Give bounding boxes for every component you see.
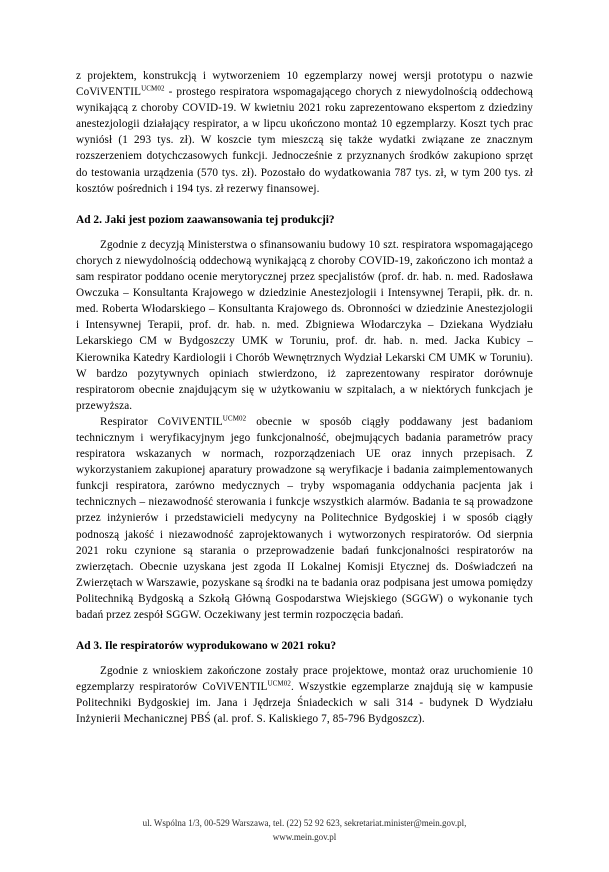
heading-ad2: Ad 2. Jaki jest poziom zaawansowania tej produkcji?: [76, 213, 335, 226]
paragraph-ad2-1: Zgodnie z decyzją Ministerstwa o sfinansowaniu budowy 10 szt. respiratora wspomagającego chorych z niewydolnością oddechową wynikającą z choroby COVID-19, zakończono ich montaż a sam respirator poddano ocenie merytorycznej przez specjalistów (prof. dr. hab. n. med. Radosława Owczuka – Konsultanta Krajowego w dziedzinie Anestezjologii i Intensywnej Terapii, płk. dr. n. med. Roberta Włodarskiego – Konsultanta Krajowego ds. Obronności w dziedzinie Anestezjologii i Intensywnej Terapii, prof. dr. hab. n. med. Zbigniewa Włodarczyka – Dziekana Wydziału Lekarskiego CM w Bydgoszczy UMK w Toruniu, prof. dr. hab. n. med. Jacka Kubicy – Kierownika Katedry Kardiologii i Chorób Wewnętrznych Wydział Lekarski CM UMK w Toruniu). W bardzo pozytywnych opiniach stwierdzono, iż zaprezentowany respirator dorównuje respiratorom obecnie znajdującym się w użytkowaniu w szpitalach, a w niektórych funkcjach je przewyższa.: [76, 238, 533, 412]
paragraph-ad3-1: Zgodnie z wnioskiem zakończone zostały prace projektowe, montaż oraz uruchomienie 10 egzemplarzy respiratorów CoViVENTIL$^{UCM02}$. Wszystkie egzemplarze znajdują się w kampusie Politechniki Bydgoskiej im. Jana i Jędrzeja Śniadeckich w sali 314 - budynek D Wydziału Inżynierii Mechanicznej PBŚ (al. prof. S. Kaliskiego 7, 85-796 Bydgoszcz).: [76, 665, 533, 726]
superscript-label: UCM02: [267, 679, 291, 688]
page-footer: [0, 817, 609, 844]
superscript-label: UCM02: [141, 84, 165, 93]
paragraph-ad2-2: Respirator CoViVENTIL$^{UCM02}$ obecnie w sposób ciągły poddawany jest badaniom technicznym i weryfikacyjnym jego funkcjonalność, obejmujących badania parametrów pracy respiratora wskazanych w normach, rozporządzeniach UE oraz innych przepisach. Z wykorzystaniem zakupionej aparatury prowadzone są weryfikacje i badania zaimplementowanych funkcji respiratora, zarówno medycznych – tryby wspomagania oddychania pacjenta jak i technicznych – niezawodność sterowania i funkcje wszystkich alarmów. Badania te są prowadzone przez inżynierów i przedstawicieli medycyny na Politechnice Bydgoskiej i w sposób ciągły podnoszą jakość i niezawodność zaprojektowanych i wytworzonych respiratorów. Od sierpnia 2021 roku czynione są starania o przeprowadzenie badań funkcjonalności respiratorów na zwierzętach. Obecnie uzyskana jest zgoda II Lokalnej Komisji Etycznej ds. Doświadczeń na Zwierzętach w Warszawie, pozyskane są środki na te badania oraz podpisana jest umowa pomiędzy Politechniką Bydgoską a Szkołą Główną Gospodarstwa Wiejskiego (SGGW) o wykonanie tych badań przez zespół SGGW. Oczekiwany jest termin rozpoczęcia badań.: [76, 414, 533, 621]
paragraph-ad1-continued: z projektem, konstrukcją i wytworzeniem 10 egzemplarzy nowej wersji prototypu o nazwie CoViVENTIL$^{UCM02}$ - prostego respiratora wspomagającego chorych z niewydolnością oddechową wynikającą z choroby COVID-19. W kwietniu 2021 roku zaprezentowano ekspertom z dziedziny anestezjologii działający respirator, a w lipcu ukończono montaż 10 egzemplarzy. Koszt tych prac wyniósł (1 293 tys. zł). W koszcie tym mieszczą się także wydatki związane ze znacznym rozszerzeniem dotychczasowych funkcji. Jednocześnie z przyznanych środków zakupiono sprzęt do testowania urządzenia (570 tys. zł). Pozostało do wydatkowania 787 tys. zł, w tym 200 tys. zł kosztów pośrednich i 194 tys. zł rezerwy finansowej.: [76, 70, 533, 195]
footer-line-1: ul. Wspólna 1/3, 00-529 Warszawa, tel. (22) 52 92 623, sekretariat.minister@mein.gov.pl,: [142, 818, 467, 828]
superscript-label: UCM02: [222, 414, 247, 423]
document-body: [76, 68, 533, 728]
heading-ad3: Ad 3. Ile respiratorów wyprodukowano w 2021 roku?: [76, 640, 337, 653]
footer-line-2: www.mein.gov.pl: [272, 831, 337, 842]
